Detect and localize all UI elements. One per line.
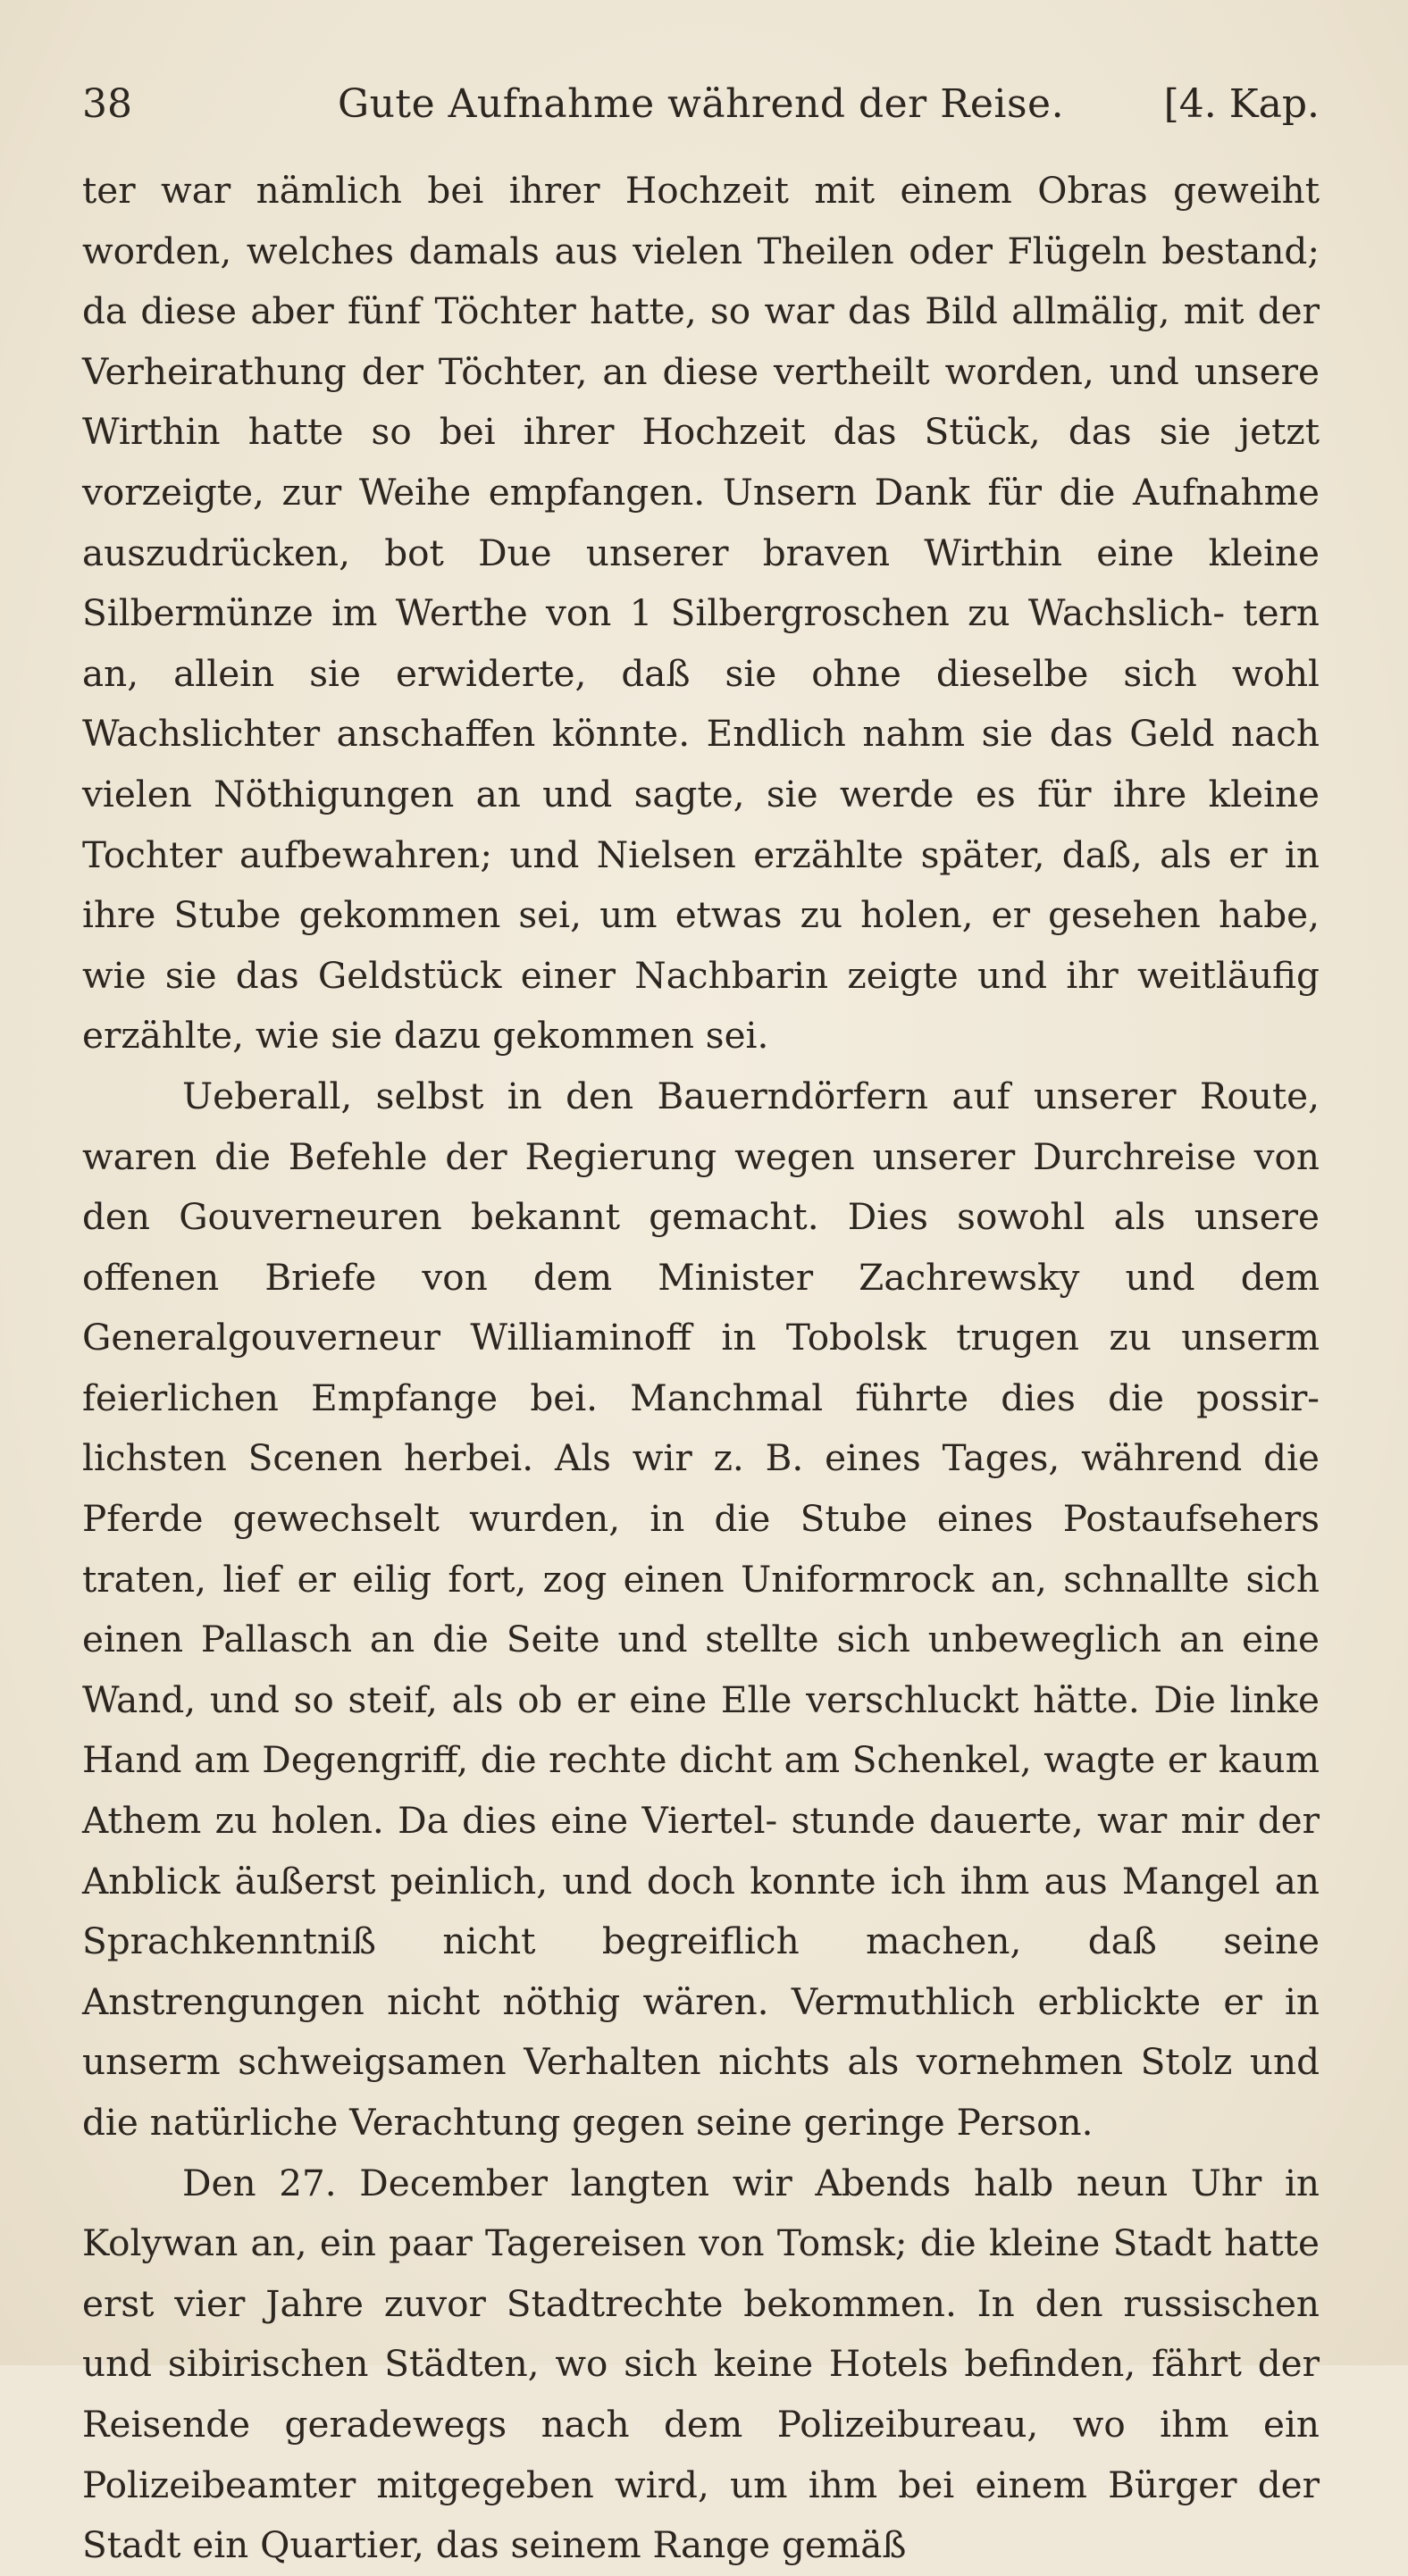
page-number: 38 (82, 81, 132, 127)
paragraph-2: Ueberall, selbst in den Bauerndörfern auf unserer Route, waren die Befehle der Regierung wegen unserer Durchreise von den Gouverneuren bekannt gemacht. Dies sowohl als unsere offenen Briefe von dem Minister Zachrewsky und dem Generalgouverneur Williaminoff in Tobolsk trugen zu unserm feierlichen Empfange bei. Manchmal führte dies die possir- lichsten Scenen herbei. Als wir z. B. eines Tages, während die Pferde gewechselt wurden, in die Stube eines Postaufsehers traten, lief er eilig fort, zog einen Uniformrock an, schnallte sich einen Pallasch an die Seite und stellte sich unbeweglich an eine Wand, und so steif, als ob er eine Elle verschluckt hätte. Die linke Hand am Degengriff, die rechte dicht am Schenkel, wagte er kaum Athem zu holen. Da dies eine Viertel- stunde dauerte, war mir der Anblick äußerst peinlich, und doch konnte ich ihm aus Mangel an Sprachkenntniß nicht begreiflich machen, daß seine Anstrengungen nicht nöthig wären. Vermuthlich erblickte er in unserm schweigsamen Verhalten nichts als vornehmen Stolz und die natürliche Verachtung gegen seine geringe Person. (82, 1074, 1320, 2144)
page-header (82, 73, 1320, 136)
chapter-label: [4. Kap. (1163, 81, 1320, 127)
paragraph-3: Den 27. December langten wir Abends halb neun Uhr in Kolywan an, ein paar Tagereisen von Tomsk; die kleine Stadt hatte erst vier Jahre zuvor Stadtrechte bekommen. In den russischen und sibirischen Städten, wo sich keine Hotels befinden, fährt der Reisende geradewegs nach dem Polizeibureau, wo ihm ein Polizeibeamter mitgegeben wird, um ihm bei einem Bürger der Stadt ein Quartier, das seinem Range gemäß (82, 2161, 1320, 2567)
body-text (82, 161, 1320, 2576)
paragraph-1: ter war nämlich bei ihrer Hochzeit mit einem Obras geweiht worden, welches damals aus vielen Theilen oder Flügeln bestand; da diese aber fünf Töchter hatte, so war das Bild allmälig, mit der Verheirathung der Töchter, an diese vertheilt worden, und unsere Wirthin hatte so bei ihrer Hochzeit das Stück, das sie jetzt vorzeigte, zur Weihe empfangen. Unsern Dank für die Aufnahme auszudrücken, bot Due unserer braven Wirthin eine kleine Silbermünze im Werthe von 1 Silbergroschen zu Wachslich- tern an, allein sie erwiderte, daß sie ohne dieselbe sich wohl Wachslichter anschaffen könnte. Endlich nahm sie das Geld nach vielen Nöthigungen an und sagte, sie werde es für ihre kleine Tochter aufbewahren; und Nielsen erzählte später, daß, als er in ihre Stube gekommen sei, um etwas zu holen, er gesehen habe, wie sie das Geldstück einer Nachbarin zeigte und ihr weitläufig erzählte, wie sie dazu gekommen sei. (82, 169, 1320, 1058)
running-title: Gute Aufnahme während der Reise. (337, 81, 1065, 127)
